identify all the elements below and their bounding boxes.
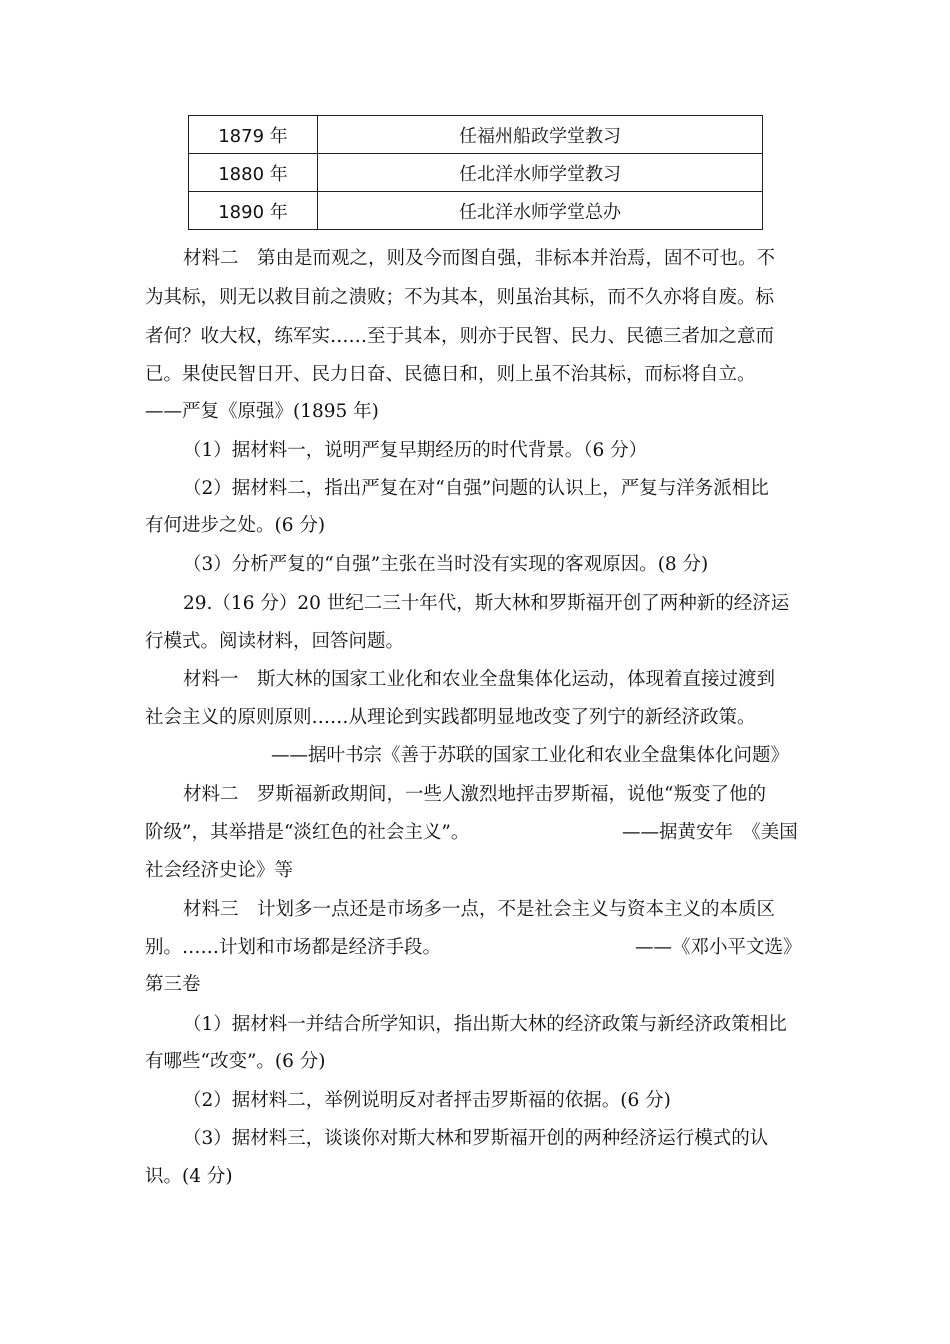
q29-material3-source-cont: 第三卷 xyxy=(145,974,201,995)
q29-intro-cont: 行模式。阅读材料，回答问题。 xyxy=(145,631,405,652)
event-cell: 任北洋水师学堂教习 xyxy=(318,154,763,192)
year-cell: 1880 年 xyxy=(189,154,318,192)
table-row xyxy=(189,116,763,154)
q29-material2-source-cont: 社会经济史论》等 xyxy=(145,860,294,881)
q29-question-2: （2）据材料二，举例说明反对者抨击罗斯福的依据。(6 分) xyxy=(183,1090,671,1111)
q28-question-1: （1）据材料一，说明严复早期经历的时代背景。（6 分） xyxy=(183,440,648,461)
year-cell: 1879 年 xyxy=(189,116,318,154)
q28-material2-line: 者何？收大权，练军实……至于其本，则亦于民智、民力、民德三者加之意而 xyxy=(145,326,775,347)
q28-question-2-cont: 有何进步之处。(6 分) xyxy=(145,515,326,536)
q29-question-3: （3）据材料三，谈谈你对斯大林和罗斯福开创的两种经济运行模式的认 xyxy=(183,1128,769,1149)
q29-material1-source: ——据叶书宗《善于苏联的国家工业化和农业全盘集体化问题》 xyxy=(271,745,790,766)
q29-question-1: （1）据材料一并结合所学知识，指出斯大林的经济政策与新经济政策相比 xyxy=(183,1014,787,1035)
q28-material2-line: 材料二 第由是而观之，则及今而图自强，非标本并治焉，固不可也。不 xyxy=(183,248,776,269)
event-cell: 任福州船政学堂教习 xyxy=(318,116,763,154)
q29-material2-line: 材料二 罗斯福新政期间，一些人激烈地抨击罗斯福，说他“叛变了他的 xyxy=(183,784,766,805)
q28-material2-source: ——严复《原强》(1895 年) xyxy=(145,401,379,422)
timeline-table xyxy=(188,115,763,230)
q28-question-3: （3）分析严复的“自强”主张在当时没有实现的客观原因。(8 分) xyxy=(183,554,709,575)
q29-question-1-cont: 有哪些“改变”。(6 分) xyxy=(145,1051,326,1072)
q28-question-2: （2）据材料二，指出严复在对“自强”问题的认识上，严复与洋务派相比 xyxy=(183,478,769,499)
q29-question-3-cont: 识。(4 分) xyxy=(145,1166,233,1187)
q29-material1-line: 社会主义的原则原则……从理论到实践都明显地改变了列宁的新经济政策。 xyxy=(145,707,756,728)
q29-material2-line: 阶级”，其举措是“淡红色的社会主义”。 xyxy=(145,822,470,843)
q29-material3-line: 材料三 计划多一点还是市场多一点，不是社会主义与资本主义的本质区 xyxy=(183,899,776,920)
year-cell: 1890 年 xyxy=(189,192,318,230)
q29-intro: 29.（16 分）20 世纪二三十年代，斯大林和罗斯福开创了两种新的经济运 xyxy=(183,593,790,614)
q29-material3-line: 别。……计划和市场都是经济手段。 xyxy=(145,937,442,958)
q29-material1-line: 材料一 斯大林的国家工业化和农业全盘集体化运动，体现着直接过渡到 xyxy=(183,669,776,690)
q28-material2-line: 已。果使民智日开、民力日奋、民德日和，则上虽不治其标，而标将自立。 xyxy=(145,364,756,385)
table-row xyxy=(189,154,763,192)
table-row xyxy=(189,192,763,230)
q29-material2-source: ——据黄安年 《美国 xyxy=(622,822,798,843)
event-cell: 任北洋水师学堂总办 xyxy=(318,192,763,230)
q29-material3-source: ——《邓小平文选》 xyxy=(635,937,802,958)
q28-material2-line: 为其标，则无以救目前之溃败；不为其本，则虽治其标，而不久亦将自废。标 xyxy=(145,287,775,308)
